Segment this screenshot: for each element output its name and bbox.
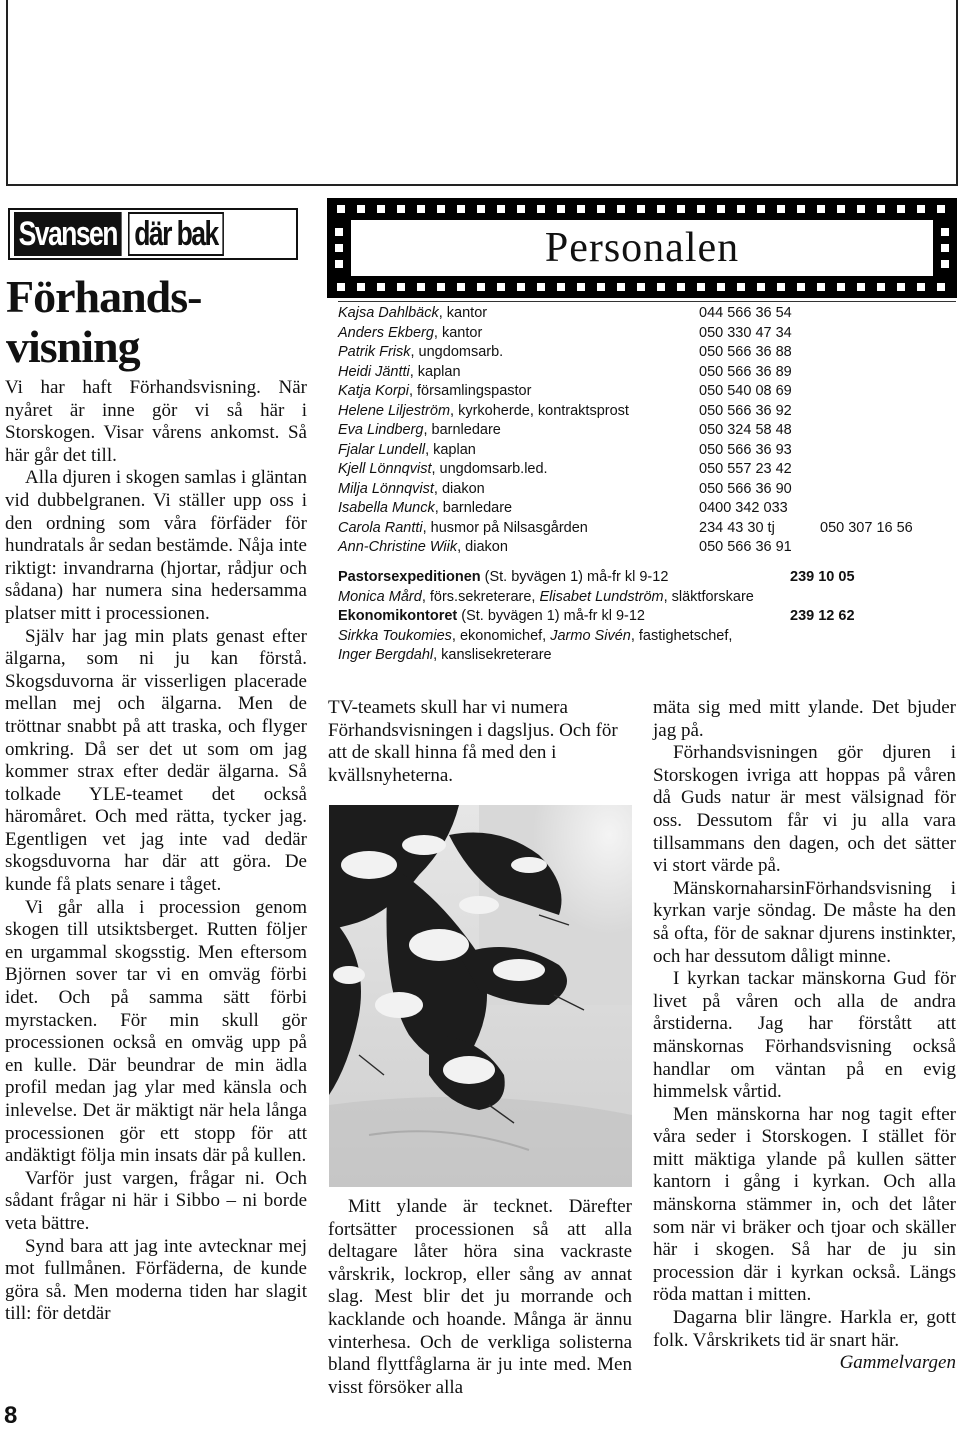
film-perforation — [537, 205, 545, 213]
film-perforation — [917, 283, 925, 291]
staff-role: , husmor på Nilsasgården — [422, 519, 588, 536]
staff-name: Helene Liljeström — [338, 402, 451, 419]
film-perforation — [797, 205, 805, 213]
paragraph: Varför just vargen, frågar ni. Och sådant frågar ni här i Sibbo – ni borde veta bättre. — [5, 1167, 307, 1234]
paragraph: TV-teamets skull har vi numera Förhandsvisningen i dagsljus. Och för att de skall hinna få med den i kvällsnyheterna. — [328, 697, 618, 786]
film-perforation — [437, 283, 445, 291]
office-detail: (St. byvägen 1) må-fr kl 9-12 — [480, 569, 669, 585]
staff-name: Kajsa Dahlbäck — [338, 305, 439, 321]
staff-role: , kantor — [438, 305, 488, 321]
film-perforation — [517, 205, 525, 213]
film-perforation — [617, 283, 625, 291]
top-frame — [6, 0, 958, 186]
film-perforation — [797, 283, 805, 291]
film-perforation — [457, 283, 465, 291]
film-perforation — [817, 283, 825, 291]
staff-row — [338, 402, 958, 422]
page-number: 8 — [4, 1402, 18, 1429]
film-perforation — [857, 205, 865, 213]
staff-row — [338, 324, 958, 344]
film-perforation — [817, 205, 825, 213]
staff-phone: 050 566 36 93 — [699, 441, 792, 458]
film-perforation — [877, 283, 885, 291]
paragraph: Synd bara att jag inte avtecknar mej mot fullmånen. Förfäderna, de kunde göra så. Men moderna tiden har slagit till: för detdär — [5, 1235, 307, 1325]
staff-row — [338, 499, 958, 519]
staff-list — [338, 304, 958, 558]
staff-role: , församlingspastor — [408, 383, 532, 399]
paragraph: Men mänskorna har nog tagit efter våra seder i Storskogen. I stället för mitt mäktiga ylande på kullen sätter kantorn i gång i kyrkan. Och alla mänskorna stämmer in, och det låter som när vi bräker och tjoar och skäller här i skogen. Så har de ju sin procession där i kyrkan också. Längs röda mattan i mitten. — [653, 1103, 956, 1306]
film-perforation — [917, 205, 925, 213]
film-perforation — [517, 283, 525, 291]
staff-row — [338, 460, 958, 480]
film-perforation — [941, 228, 949, 236]
staff-name: Elisabet Lundström — [539, 588, 664, 605]
staff-phone-2: 050 307 16 56 — [820, 519, 913, 536]
film-perforation — [335, 228, 343, 236]
film-perforation — [497, 205, 505, 213]
divider — [338, 301, 956, 302]
film-perforation — [697, 205, 705, 213]
headline-text: Förhands- visning — [6, 271, 202, 372]
paragraph: Alla djuren i skogen samlas i gläntan vid dubbelgranen. Vi ställer upp oss i den ordning som våra förfäder för hundratals år sedan bestämde. Nåja inte riktigt: invandrarna (hjortar, rådjur och sådana) har numera sina hedersamma platser mitt i processionen. — [5, 467, 307, 624]
staff-phone: 0400 342 033 — [699, 500, 788, 516]
staff-phone: 050 324 58 48 — [699, 422, 792, 438]
film-perforation — [897, 205, 905, 213]
staff-row — [338, 480, 958, 500]
film-perforation — [941, 260, 949, 268]
film-perforation — [357, 283, 365, 291]
office-phone: 239 10 05 — [790, 569, 855, 585]
film-perforation — [717, 205, 725, 213]
snowy-pine-photo — [329, 805, 632, 1187]
headline — [6, 272, 306, 372]
film-perforation — [757, 283, 765, 291]
column-2-bottom — [328, 1196, 632, 1399]
film-perforation — [417, 283, 425, 291]
staff-role: , kantor — [433, 324, 483, 341]
office-label: Pastorsexpeditionen — [338, 569, 481, 585]
staff-phone: 050 566 36 92 — [699, 402, 792, 419]
paragraph: Förhandsvisningen gör djuren i Storskogen ivriga att hoppas på våren då Guds natur är mest välsignad för oss. Dessutom får vi ju alla vara tillsammans den dagen, och det sätter vi stort värde på. — [653, 742, 956, 877]
paragraph: Vi har haft Förhandsvisning. När nyåret är inne gör vi så här i Storskogen. Visar vårens ankomst. Så här går det till. — [5, 377, 307, 466]
staff-role: , diakon — [433, 480, 485, 497]
staff-name: Katja Korpi — [338, 383, 409, 399]
film-perforation — [677, 205, 685, 213]
office-phone: 239 12 62 — [790, 608, 855, 624]
film-perforation — [337, 283, 345, 291]
film-perforation — [537, 283, 545, 291]
film-perforation — [637, 205, 645, 213]
paragraph: Dagarna blir längre. Harkla er, gott folk. Vårskrikets tid är snart här. — [653, 1307, 956, 1351]
staff-phone: 050 566 36 89 — [699, 363, 792, 380]
personalen-header — [327, 198, 957, 298]
column-2-top — [328, 697, 632, 787]
personalen-title: Personalen — [544, 225, 740, 271]
film-perforation — [397, 283, 405, 291]
staff-name: Heidi Jäntti — [338, 363, 410, 380]
staff-phone: 044 566 36 54 — [699, 305, 792, 321]
film-perforation — [497, 283, 505, 291]
staff-name: Monica Mård — [338, 588, 422, 605]
staff-phone: 050 330 47 34 — [699, 324, 792, 341]
film-perforation — [657, 205, 665, 213]
film-perforation — [557, 283, 565, 291]
paragraph: MänskornaharsinFörhandsvisning i kyrkan varje söndag. De måste ha den så ofta, för de saknar djurens instinkter, och har dessutom dåligt minne. — [653, 877, 956, 967]
film-perforation — [677, 283, 685, 291]
staff-name: Fjalar Lundell — [338, 441, 426, 458]
staff-phone: 050 566 36 91 — [699, 539, 792, 555]
staff-name: Isabella Munck — [338, 500, 435, 516]
paragraph: mäta sig med mitt ylande. Det bjuder jag på. — [653, 697, 956, 741]
film-perforation — [577, 283, 585, 291]
film-perforation — [837, 205, 845, 213]
film-perforation — [477, 205, 485, 213]
film-perforation — [757, 205, 765, 213]
film-perforation — [717, 283, 725, 291]
staff-role: , kyrkoherde, kontraktsprost — [450, 402, 629, 419]
film-perforation — [777, 283, 785, 291]
film-perforation — [597, 283, 605, 291]
signature: Gammelvargen — [839, 1352, 956, 1374]
film-perforation — [697, 283, 705, 291]
film-perforation — [377, 283, 385, 291]
film-perforation — [337, 205, 345, 213]
staff-row — [338, 519, 958, 539]
staff-name: Kjell Lönnqvist — [338, 461, 432, 477]
film-perforation — [437, 205, 445, 213]
film-perforation — [597, 205, 605, 213]
column-banner-part1: Svansen — [14, 212, 122, 256]
staff-role: , släktforskare — [663, 588, 754, 605]
column-3 — [653, 697, 956, 1375]
staff-phone: 050 566 36 90 — [699, 480, 792, 497]
office-info — [338, 568, 958, 666]
film-perforation — [737, 283, 745, 291]
staff-role: , ekonomichef, — [451, 627, 551, 644]
film-perforation — [937, 283, 945, 291]
staff-row — [338, 538, 958, 558]
staff-role: , barnledare — [423, 422, 501, 438]
film-perforation — [335, 260, 343, 268]
paragraph: Vi går alla i procession genom skogen till utsiktsberget. Rutten följer en urgammal skogsstig. Men eftersom Björnen sover tar vi en omväg förbi idet. Och på samma sätt förbi myrstacken. För min skull gör processionen också en omväg upp på en kulle. Där beundrar de min ädla profil medan jag ylar med känsla och inlevelse. Det är mäktigt när hela långa processionen gör ett stopp för att andäktigt följa min insats där på kullen. — [5, 896, 307, 1167]
film-perforation — [737, 205, 745, 213]
staff-name: Patrik Frisk — [338, 344, 411, 360]
staff-row — [338, 421, 958, 441]
film-perforation — [941, 244, 949, 252]
staff-role: , fastighetschef, — [630, 627, 733, 644]
film-perforation — [457, 205, 465, 213]
film-perforation — [357, 205, 365, 213]
staff-role: , förs.sekreterare, — [421, 588, 540, 605]
film-perforation — [577, 205, 585, 213]
film-perforation — [557, 205, 565, 213]
paragraph: I kyrkan tackar mänskorna Gud för livet på våren och alla de andra årstiderna. Jag har förstått att mänskornas Förhandsvisning också handlar om väntan på en evig himmelsk vårtid. — [653, 968, 956, 1103]
staff-name: Eva Lindberg — [338, 422, 424, 438]
staff-row — [338, 304, 958, 324]
snowy-pine-image — [329, 805, 632, 1187]
film-perforation — [477, 283, 485, 291]
staff-role: , kaplan — [409, 363, 461, 380]
staff-phone: 050 540 08 69 — [699, 383, 792, 399]
film-perforation — [397, 205, 405, 213]
staff-role: , kanslisekreterare — [433, 647, 552, 663]
film-perforation — [937, 205, 945, 213]
staff-phone: 234 43 30 tj — [699, 519, 775, 536]
staff-role: , ungdomsarb. — [410, 344, 504, 360]
film-perforation — [377, 205, 385, 213]
office-detail: (St. byvägen 1) må-fr kl 9-12 — [457, 608, 645, 624]
staff-row — [338, 441, 958, 461]
staff-role: , kaplan — [425, 441, 476, 458]
staff-row — [338, 343, 958, 363]
film-perforation — [777, 205, 785, 213]
column-1 — [5, 377, 307, 1326]
film-perforation — [837, 283, 845, 291]
staff-name: Milja Lönnqvist — [338, 480, 434, 497]
staff-role: , diakon — [457, 539, 508, 555]
film-perforation — [617, 205, 625, 213]
film-perforation — [857, 283, 865, 291]
staff-name: Jarmo Sivén — [550, 627, 631, 644]
staff-name: Sirkka Toukomies — [338, 627, 452, 644]
film-perforation — [637, 283, 645, 291]
staff-phone: 050 566 36 88 — [699, 344, 792, 360]
staff-role: , barnledare — [434, 500, 513, 516]
column-banner-part2: där bak — [128, 212, 224, 256]
office-label: Ekonomikontoret — [338, 608, 458, 624]
paragraph: Själv har jag min plats genast efter älgarna, som ni ju kan förstå. Skogsduvorna är visserligen placerade mellan mej och älgarna. Men de tröttnar snabbt på att traska, och flyger omkring. Då ser det ut som om jag kommer strax efter dedär älgarna. Så tolkade YLE-teamet det också häromåret. Och med rätta, tycker jag. Egentligen vet jag inte vad dedär skogsduvorna har där att göra. De kunde få plats senare i tåget. — [5, 625, 307, 896]
staff-name: Anders Ekberg — [338, 324, 434, 341]
film-perforation — [897, 283, 905, 291]
staff-row — [338, 382, 958, 402]
film-perforation — [335, 244, 343, 252]
staff-name: Carola Rantti — [338, 519, 423, 536]
staff-name: Inger Bergdahl — [338, 647, 434, 663]
film-perforation — [417, 205, 425, 213]
staff-role: , ungdomsarb.led. — [431, 461, 548, 477]
staff-row — [338, 363, 958, 383]
staff-phone: 050 557 23 42 — [699, 461, 792, 477]
staff-name: Ann-Christine Wiik — [338, 539, 458, 555]
column-banner — [8, 208, 298, 260]
film-perforation — [657, 283, 665, 291]
paragraph: Mitt ylande är tecknet. Därefter fortsätter processionen så att alla deltagare låter höra sina vackraste vårskrik, lockrop, eller sång av annat slag. Mest blir det ju morrande och kacklande och hoande. Många är ännu vinterhesa. Och de verkliga solisterna bland flyttfåglarna är ju inte med. Men visst försöker alla — [328, 1196, 632, 1398]
film-perforation — [877, 205, 885, 213]
